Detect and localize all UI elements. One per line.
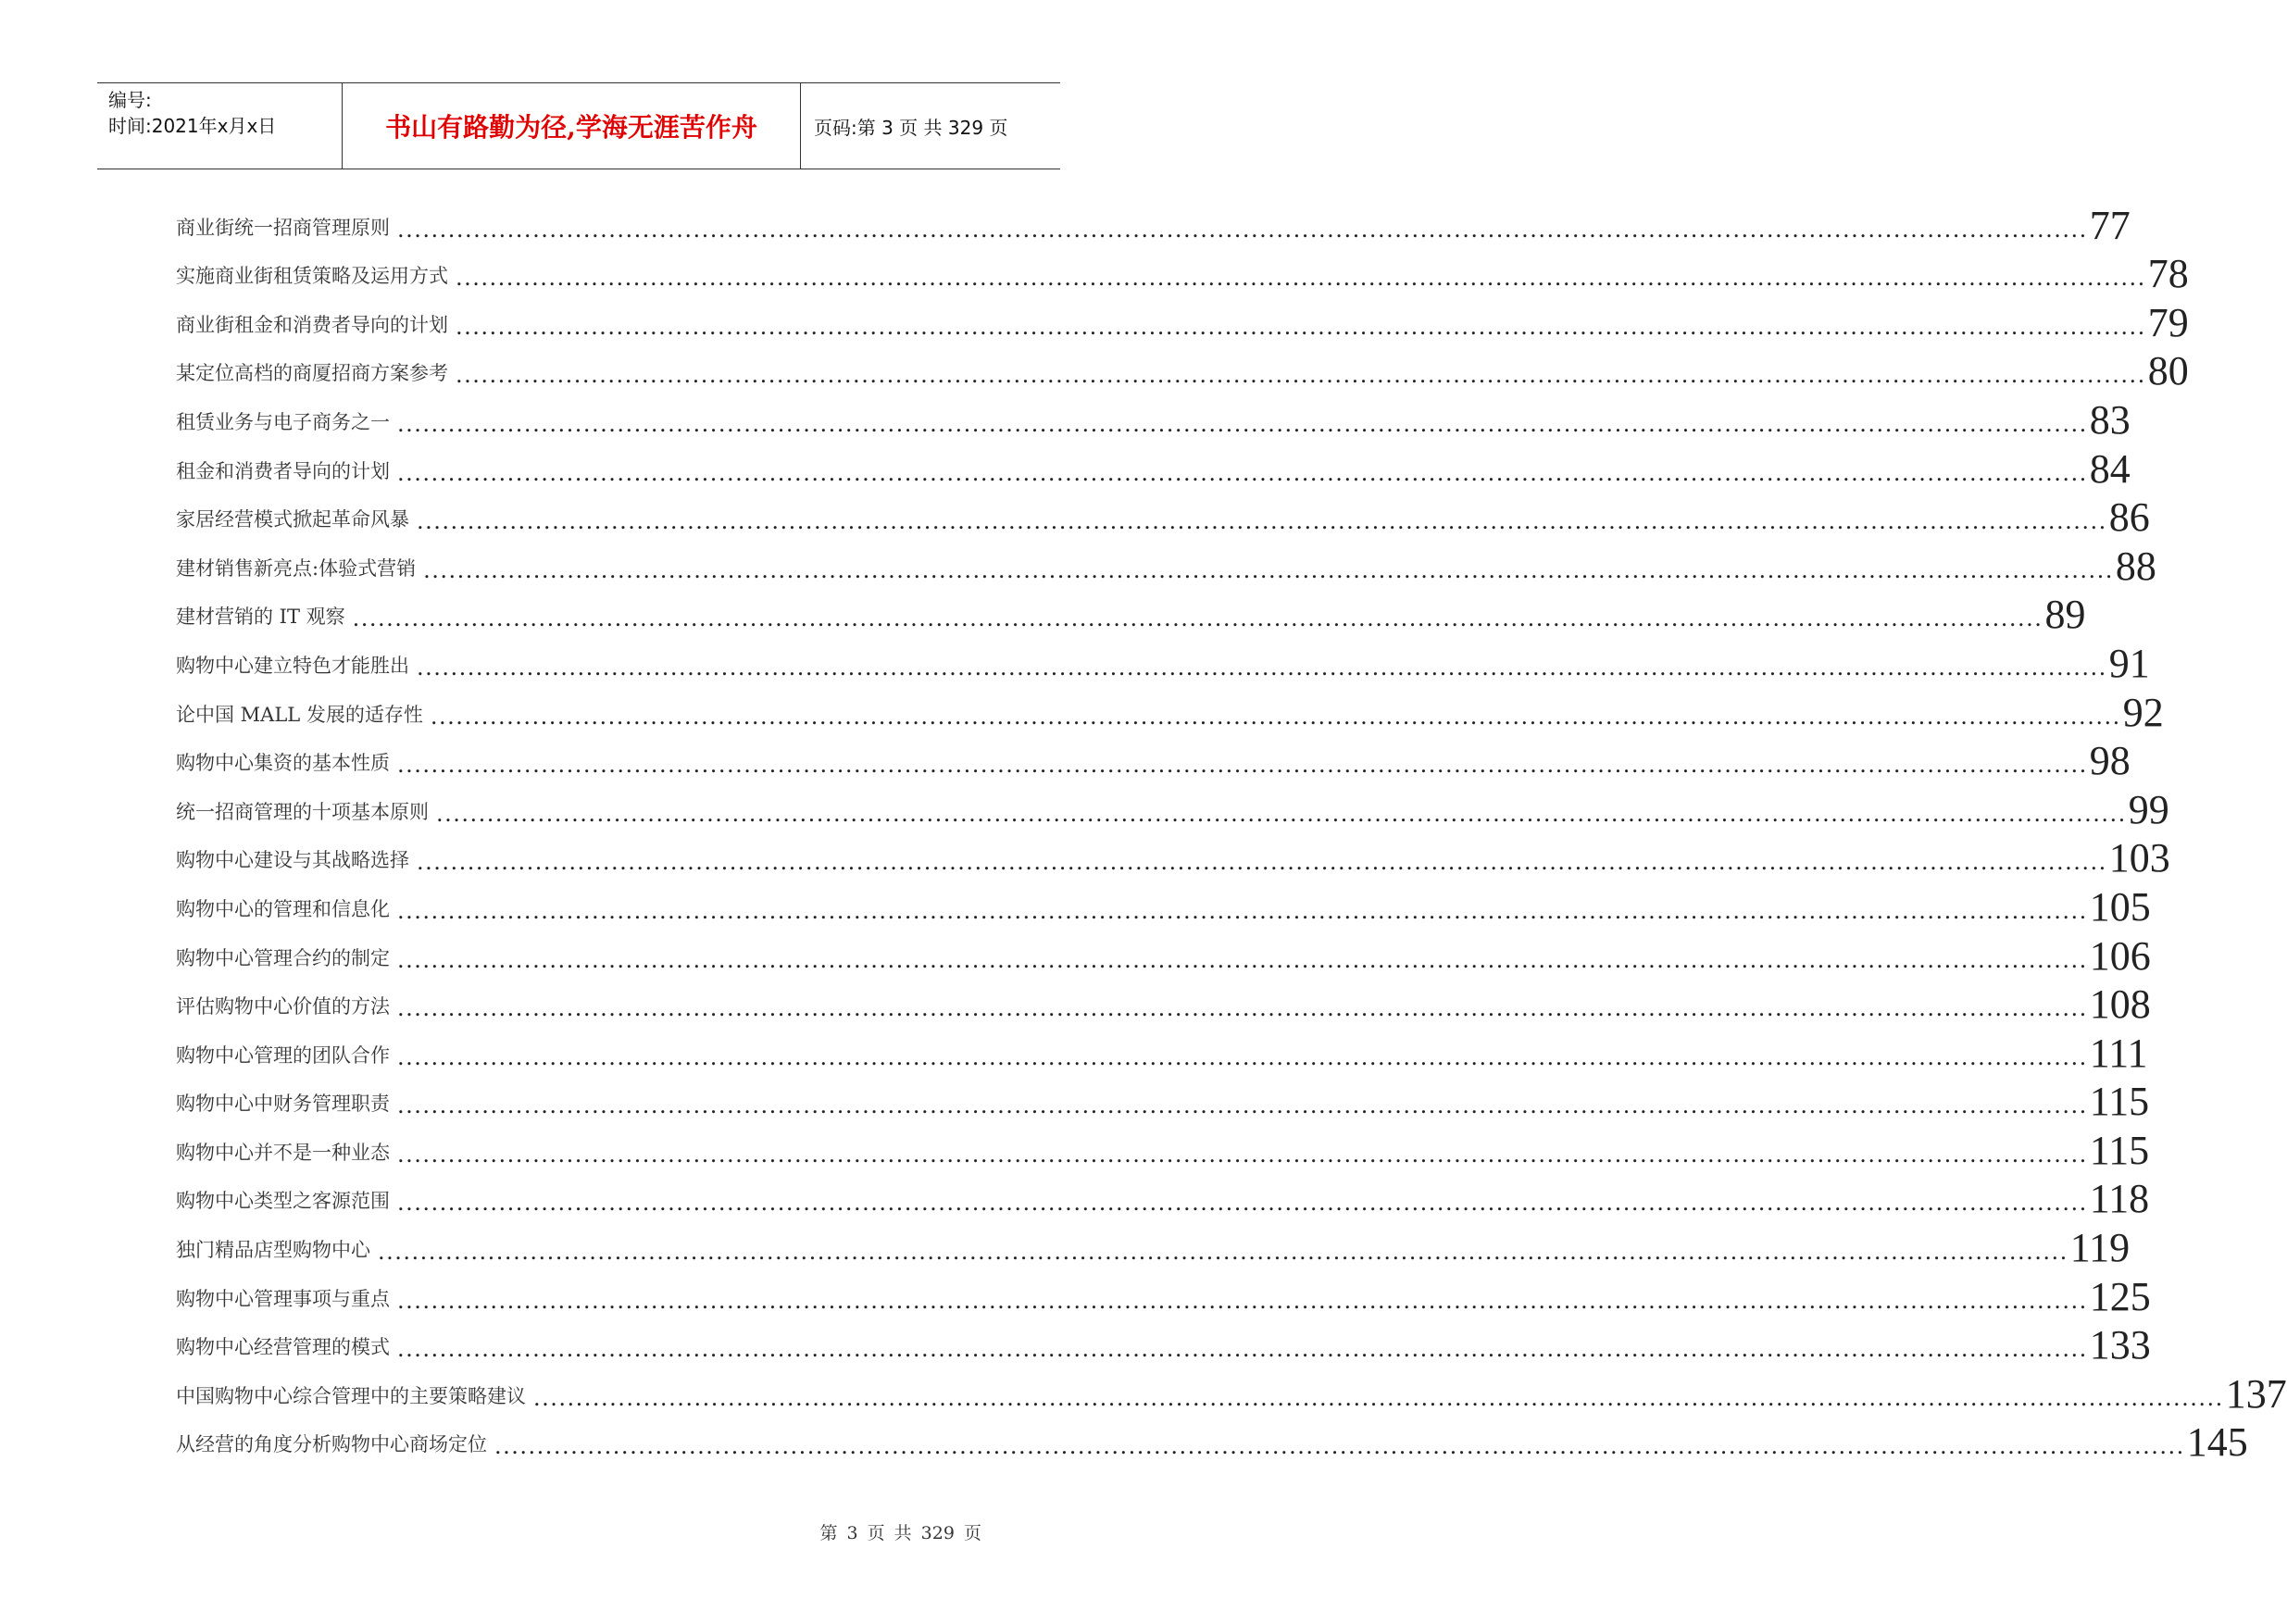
toc-entry[interactable] <box>176 1025 2148 1076</box>
toc-entry[interactable] <box>176 879 2151 930</box>
toc-entry-title: 商业街统一招商管理原则 <box>176 216 390 239</box>
toc-entry-title: 某定位高档的商厦招商方案参考 <box>176 362 448 385</box>
toc-dot-leader: ........................................................................................................................................................................................................ <box>423 556 2114 583</box>
toc-dot-leader: ........................................................................................................................................................................................................ <box>378 1239 2068 1266</box>
toc-dot-leader: ........................................................................................................................................................................................................ <box>397 1287 2088 1314</box>
toc-dot-leader: ........................................................................................................................................................................................................ <box>397 1141 2088 1168</box>
toc-dot-leader: ........................................................................................................................................................................................................ <box>533 1384 2224 1411</box>
toc-entry[interactable] <box>176 1074 2150 1125</box>
toc-entry-page-number: 89 <box>2044 592 2086 638</box>
toc-entry-page-number: 115 <box>2089 1079 2150 1125</box>
toc-entry-page-number: 119 <box>2069 1225 2131 1271</box>
toc-entry-page-number: 91 <box>2108 640 2150 686</box>
toc-dot-leader: ........................................................................................................................................................................................................ <box>397 216 2088 243</box>
toc-entry-page-number: 83 <box>2089 396 2131 443</box>
toc-entry-title: 从经营的角度分析购物中心商场定位 <box>176 1433 487 1456</box>
toc-entry-page-number: 92 <box>2122 689 2164 735</box>
toc-entry-title: 统一招商管理的十项基本原则 <box>176 800 429 823</box>
toc-entry-title: 评估购物中心价值的方法 <box>176 995 390 1018</box>
toc-entry-title: 购物中心管理事项与重点 <box>176 1287 390 1310</box>
toc-entry-title: 购物中心类型之客源范围 <box>176 1190 390 1213</box>
toc-entry-title: 购物中心中财务管理职责 <box>176 1093 390 1116</box>
toc-entry-page-number: 103 <box>2108 835 2170 881</box>
document-number-label: 编号: <box>108 89 152 111</box>
toc-entry-page-number: 88 <box>2115 543 2156 589</box>
toc-entry-title: 购物中心建设与其战略选择 <box>176 849 409 872</box>
toc-dot-leader: ........................................................................................................................................................................................................ <box>397 995 2088 1022</box>
toc-entry-page-number: 125 <box>2089 1273 2151 1319</box>
toc-entry-page-number: 79 <box>2147 299 2189 345</box>
page-header <box>97 82 1060 169</box>
toc-entry-page-number: 106 <box>2089 932 2151 979</box>
toc-entry[interactable] <box>176 1171 2150 1222</box>
toc-dot-leader: ........................................................................................................................................................................................................ <box>397 752 2088 779</box>
toc-entry[interactable] <box>176 441 2131 492</box>
toc-entry-page-number: 108 <box>2089 981 2151 1028</box>
page-footer: 第 3 页 共 329 页 <box>819 1523 981 1543</box>
toc-entry-title: 购物中心经营管理的模式 <box>176 1336 390 1359</box>
toc-entry-page-number: 137 <box>2225 1370 2287 1417</box>
toc-dot-leader: ........................................................................................................................................................................................................ <box>456 362 2146 389</box>
toc-entry-title: 购物中心管理合约的制定 <box>176 946 390 969</box>
toc-entry-title: 购物中心的管理和信息化 <box>176 897 390 920</box>
toc-entry-page-number: 84 <box>2089 445 2131 492</box>
toc-entry[interactable] <box>176 587 2086 638</box>
toc-entry-title: 中国购物中心综合管理中的主要策略建议 <box>176 1384 526 1407</box>
toc-dot-leader: ........................................................................................................................................................................................................ <box>456 313 2146 340</box>
toc-dot-leader: ........................................................................................................................................................................................................ <box>436 800 2127 827</box>
toc-entry[interactable] <box>176 1415 2248 1466</box>
toc-entry[interactable] <box>176 197 2131 248</box>
toc-dot-leader: ........................................................................................................................................................................................................ <box>352 606 2043 632</box>
document-time-label: 时间:2021年x月x日 <box>108 115 277 137</box>
toc-entry-page-number: 111 <box>2089 1030 2148 1076</box>
header-motto: 书山有路勤为径,学海无涯苦作舟 <box>343 83 801 169</box>
toc-dot-leader: ........................................................................................................................................................................................................ <box>494 1433 2185 1460</box>
toc-dot-leader: ........................................................................................................................................................................................................ <box>397 1093 2088 1119</box>
toc-entry[interactable] <box>176 928 2151 979</box>
toc-entry[interactable] <box>176 392 2131 443</box>
table-of-contents <box>176 197 2287 1466</box>
toc-entry[interactable] <box>176 1268 2151 1319</box>
toc-entry-page-number: 118 <box>2089 1176 2150 1222</box>
toc-entry[interactable] <box>176 1366 2287 1417</box>
toc-entry-page-number: 80 <box>2147 348 2189 394</box>
toc-entry-title: 购物中心建立特色才能胜出 <box>176 654 409 677</box>
toc-entry-title: 购物中心管理的团队合作 <box>176 1043 390 1067</box>
toc-entry-title: 实施商业街租赁策略及运用方式 <box>176 265 448 288</box>
toc-dot-leader: ........................................................................................................................................................................................................ <box>417 654 2107 681</box>
toc-dot-leader: ........................................................................................................................................................................................................ <box>397 1043 2088 1070</box>
toc-dot-leader: ........................................................................................................................................................................................................ <box>417 508 2107 535</box>
toc-entry[interactable] <box>176 344 2189 394</box>
toc-entry-page-number: 77 <box>2089 202 2131 248</box>
toc-entry-page-number: 115 <box>2089 1127 2150 1173</box>
toc-entry-title: 建材销售新亮点:体验式营销 <box>176 556 417 580</box>
toc-entry[interactable] <box>176 977 2151 1028</box>
toc-entry-page-number: 105 <box>2089 883 2151 930</box>
toc-dot-leader: ........................................................................................................................................................................................................ <box>397 459 2088 486</box>
toc-entry-title: 租金和消费者导向的计划 <box>176 459 390 482</box>
toc-entry[interactable] <box>176 733 2131 784</box>
toc-dot-leader: ........................................................................................................................................................................................................ <box>397 897 2088 924</box>
toc-entry[interactable] <box>176 635 2150 686</box>
toc-dot-leader: ........................................................................................................................................................................................................ <box>397 946 2088 973</box>
toc-entry[interactable] <box>176 1122 2150 1173</box>
toc-entry[interactable] <box>176 1219 2131 1271</box>
header-info-cell <box>97 83 343 169</box>
toc-entry-page-number: 99 <box>2128 786 2169 832</box>
toc-dot-leader: ........................................................................................................................................................................................................ <box>397 1336 2088 1363</box>
toc-dot-leader: ........................................................................................................................................................................................................ <box>397 410 2088 437</box>
toc-entry-page-number: 145 <box>2186 1419 2248 1466</box>
toc-dot-leader: ........................................................................................................................................................................................................ <box>456 265 2146 292</box>
toc-entry-title: 家居经营模式掀起革命风暴 <box>176 508 409 531</box>
toc-entry-page-number: 98 <box>2089 738 2131 784</box>
toc-entry-title: 商业街租金和消费者导向的计划 <box>176 313 448 336</box>
toc-entry-title: 租赁业务与电子商务之一 <box>176 410 390 433</box>
toc-entry-page-number: 86 <box>2108 494 2150 541</box>
toc-entry[interactable] <box>176 831 2170 881</box>
toc-entry-title: 购物中心并不是一种业态 <box>176 1141 390 1164</box>
toc-entry-page-number: 78 <box>2147 251 2189 297</box>
toc-entry[interactable] <box>176 538 2156 589</box>
toc-entry-page-number: 133 <box>2089 1322 2151 1368</box>
toc-entry[interactable] <box>176 294 2189 345</box>
toc-entry-title: 建材营销的 IT 观察 <box>176 606 345 629</box>
toc-entry[interactable] <box>176 490 2150 541</box>
toc-entry-title: 购物中心集资的基本性质 <box>176 752 390 775</box>
toc-entry[interactable] <box>176 781 2169 832</box>
header-page-label: 页码:第 3 页 共 329 页 <box>814 116 1008 139</box>
toc-dot-leader: ........................................................................................................................................................................................................ <box>417 849 2107 876</box>
toc-entry-title: 论中国 MALL 发展的适存性 <box>176 703 423 726</box>
toc-dot-leader: ........................................................................................................................................................................................................ <box>397 1190 2088 1217</box>
toc-entry-title: 独门精品店型购物中心 <box>176 1239 370 1262</box>
toc-entry[interactable] <box>176 1318 2151 1368</box>
toc-entry[interactable] <box>176 246 2189 297</box>
toc-dot-leader: ........................................................................................................................................................................................................ <box>430 703 2121 730</box>
toc-entry[interactable] <box>176 684 2164 735</box>
